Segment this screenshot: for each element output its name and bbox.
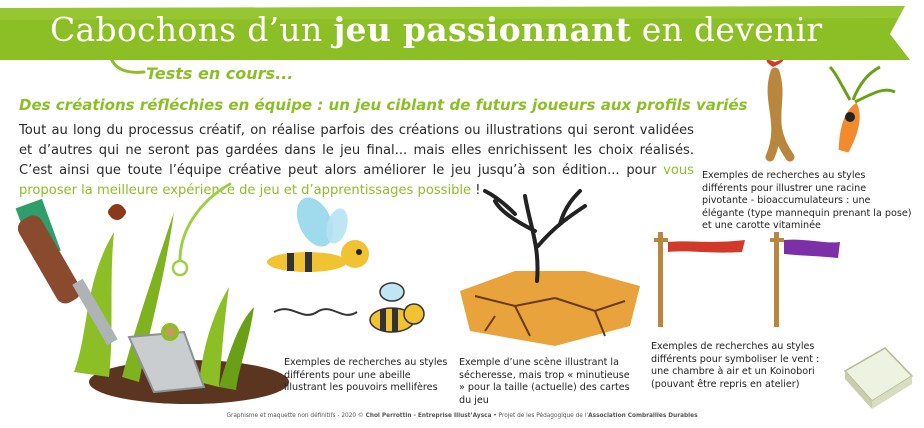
- caption-wind: Exemples de recherches au styles différents pour symboliser le vent : une chambre à air et un Koinobori (pouvant être repris en atelier): [651, 341, 820, 390]
- subtitle: Tests en cours...: [146, 64, 294, 83]
- intro-paragraph: Tout au long du processus créatif, on réalise parfois des créations ou illustrations qui seront validées et d’autres qui ne seront pas gardées dans le jeu final... mais elles enrichissent les choix réalisés. C’est ainsi que toute l’équipe créative peut alors améliorer le jeu jusqu’à son édition... pour vous proposer la meilleure expérience de jeu et d’apprentissages possible !: [19, 123, 694, 198]
- section-heading: Des créations réfléchies en équipe : un jeu ciblant de futurs joueurs aux profils variés: [19, 96, 748, 114]
- game-box-illustration: [840, 346, 915, 411]
- garden-hoe-illustration: [14, 192, 284, 407]
- swirl-icon: [168, 182, 238, 277]
- ladybug-icon: [106, 203, 128, 219]
- caption-bee: Exemples de recherches au styles différents pour une abeille illustrant les pouvoirs mellifères: [284, 357, 448, 393]
- roots-illustration: [745, 62, 910, 164]
- footer-credits: Graphisme et maquette non définitifs - 2020 © Chol Perrottin - Entreprise Illust’Aysca • Projet de les Pédagogique de l’Association Combrailles Durables: [226, 413, 698, 419]
- drought-tree-illustration: [455, 186, 645, 351]
- banner-tail-icon: [100, 52, 150, 82]
- bee-illustration-1: [265, 200, 375, 280]
- wind-illustration: [650, 232, 850, 332]
- page-title: Cabochons d’un jeu passionnant en devenir: [50, 10, 823, 49]
- caption-tree: Exemple d’une scène illustrant la sécheresse, mais trop « minutieuse » pour la taille (actuelle) des cartes du jeu: [459, 357, 630, 406]
- bee-illustration-2: [272, 282, 432, 340]
- caption-root: Exemples de recherches au styles différents pour illustrer une racine pivotante - bioaccumulateurs : une élégante (type mannequin prenant la pose) et une carotte vitaminée: [702, 170, 912, 231]
